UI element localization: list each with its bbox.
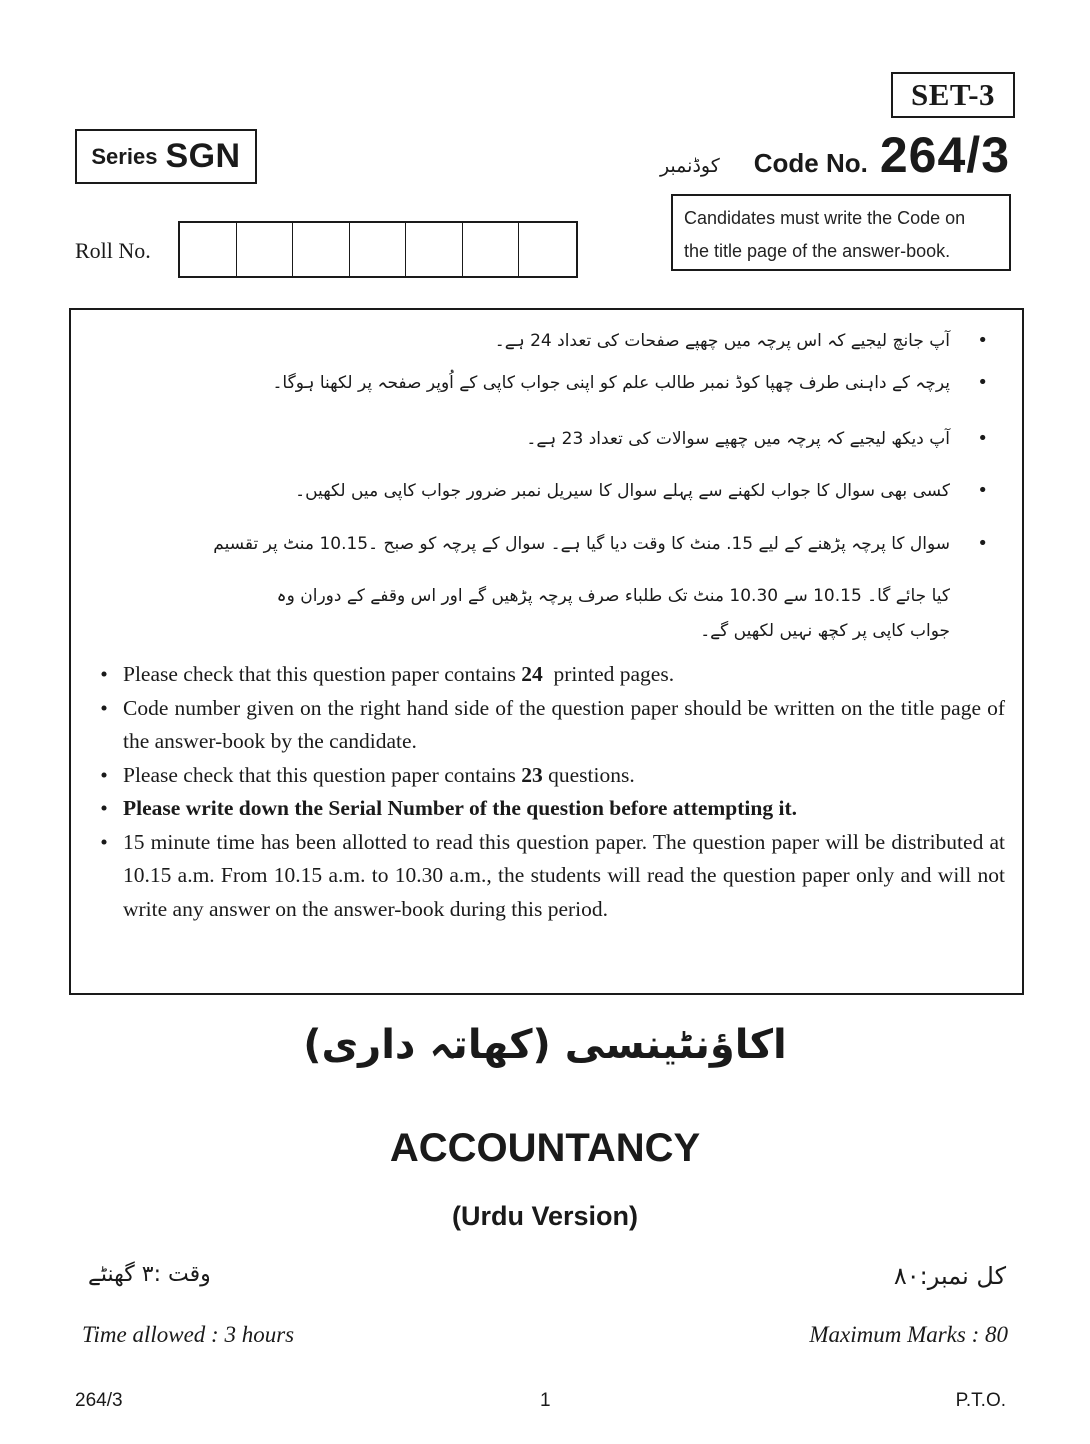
bullet-icon: • <box>977 533 988 554</box>
instructions-box <box>69 308 1024 995</box>
roll-number-label: Roll No. <box>75 238 151 263</box>
urdu-instruction: • کسی بھی سوال کا جواب لکھنے سے پہلے سوال کا سیریل نمبر ضرور جواب کاپی میں لکھیں۔ <box>295 480 988 501</box>
subject-title-urdu: اکاؤنٹینسی (کھاتہ داری) <box>303 1022 787 1068</box>
urdu-instruction: • پرچہ کے داہنی طرف چھپا کوڈ نمبر طالب علم کو اپنی جواب کاپی کے اُوپر صفحہ پر لکھنا ہوگا۔ <box>272 372 988 393</box>
bullet-icon: • <box>100 796 108 820</box>
bullet-icon: • <box>977 480 988 501</box>
footer-code-number: 264/3 <box>75 1390 123 1411</box>
version-label: (Urdu Version) <box>451 1201 639 1231</box>
roll-number-boxes[interactable] <box>178 221 578 278</box>
urdu-instruction-continuation: جواب کاپی پر کچھ نہیں لکھیں گے۔ <box>700 621 950 641</box>
time-allowed-urdu: وقت :۳ گھنٹے <box>88 1262 211 1287</box>
series-box <box>75 129 257 184</box>
bullet-icon: • <box>100 829 108 854</box>
please-turn-over: P.T.O. <box>955 1390 1006 1411</box>
maximum-marks-urdu: کل نمبر:۸۰ <box>893 1262 1006 1290</box>
urdu-instruction: • آپ دیکھ لیجیے کہ پرچہ میں چھپے سوالات کی تعداد 23 ہے۔ <box>526 428 988 449</box>
english-instruction: • Code number given on the right hand side of the question paper should be written on the title page of the answer-book by the candidate. <box>85 692 1005 759</box>
roll-number-cell[interactable] <box>293 223 350 276</box>
set-label: SET-3 <box>910 77 996 112</box>
code-number-urdu-label: کوڈنمبر <box>659 155 720 177</box>
english-instruction: • Please write down the Serial Number of the question before attempting it. <box>85 792 1005 826</box>
code-number-value: 264/3 <box>879 127 1010 183</box>
bullet-icon: • <box>977 428 988 449</box>
english-instruction: • Please check that this question paper contains 23 questions. <box>85 759 1005 793</box>
urdu-instruction: • آپ جانچ لیجیے کہ اس پرچہ میں چھپے صفحات کی تعداد 24 ہے۔ <box>494 330 988 351</box>
roll-number-cell[interactable] <box>180 223 237 276</box>
series-label: Series <box>91 143 158 169</box>
urdu-instruction-continuation: کیا جائے گا۔ 10.15 سے 10.30 منٹ تک طلباء صرف پرچہ پڑھیں گے اور اس وقفے کے دوران وہ <box>276 586 950 606</box>
roll-number-cell[interactable] <box>406 223 463 276</box>
series-value: SGN <box>165 137 241 175</box>
english-instructions <box>85 658 1005 926</box>
english-instruction: • Please check that this question paper contains 24 printed pages. <box>85 658 1005 692</box>
urdu-instruction: • سوال کا پرچہ پڑھنے کے لیے 15. منٹ کا وقت دیا گیا ہے۔ سوال کے پرچہ کو صبح ۔10.15 منٹ پر تقسیم <box>213 533 988 554</box>
page-number: 1 <box>540 1390 551 1411</box>
candidates-note-box <box>671 194 1011 271</box>
bullet-icon: • <box>100 762 108 787</box>
english-instruction: • 15 minute time has been allotted to read this question paper. The question paper will be distributed at 10.15 a.m. From 10.15 a.m. to 10.30 a.m., the students will read the question paper only and will not write any answer on the answer-book during this period. <box>85 826 1005 927</box>
bullet-icon: • <box>977 330 988 351</box>
set-label-box <box>891 72 1015 118</box>
roll-number-cell[interactable] <box>463 223 520 276</box>
bullet-icon: • <box>100 662 108 686</box>
code-number-label: Code No. <box>753 148 868 178</box>
code-number-line <box>660 126 1010 186</box>
candidates-note-line: the title page of the answer-book. <box>684 241 951 261</box>
maximum-marks: Maximum Marks : 80 <box>809 1322 1008 1347</box>
roll-number-cell[interactable] <box>237 223 294 276</box>
time-allowed: Time allowed : 3 hours <box>82 1322 295 1347</box>
roll-number-cell[interactable] <box>519 223 576 276</box>
roll-number-cell[interactable] <box>350 223 407 276</box>
candidates-note-line: Candidates must write the Code on <box>684 208 966 228</box>
subject-title: ACCOUNTANCY <box>389 1126 701 1170</box>
bullet-icon: • <box>977 372 988 393</box>
bullet-icon: • <box>100 695 108 720</box>
